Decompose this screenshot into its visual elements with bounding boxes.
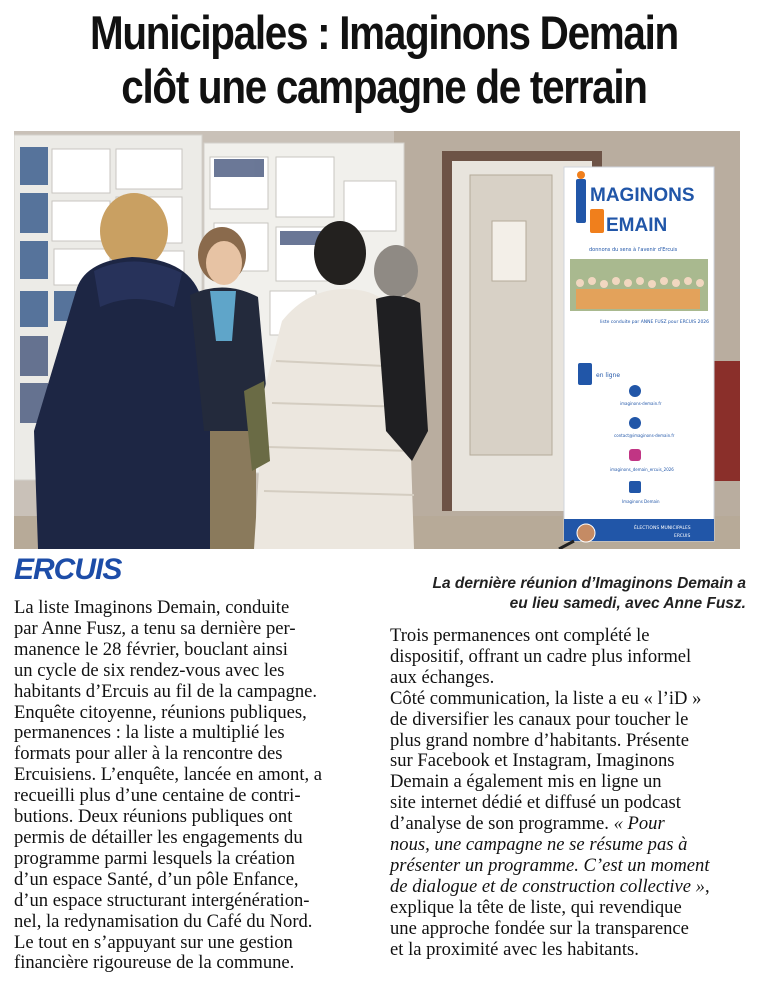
quote-line (390, 877, 752, 898)
left-line: Ercuisiens. L’enquête, lancée en amont, a (14, 764, 323, 786)
quote-text: de dialogue et de construction collective » (390, 875, 705, 897)
left-line: recueilli plus d’une centaine de contri- (14, 785, 301, 807)
right-line: site internet dédié et diffusé un podcast (390, 792, 681, 814)
right-line-text: d’analyse de son programme. (390, 813, 609, 835)
left-line: butions. Deux réunions publiques ont (14, 806, 293, 828)
banner-web-text: imaginons-demain.fr (620, 401, 662, 406)
quote-start: « Pour (613, 813, 665, 835)
left-line: financière rigoureuse de la commune. (14, 952, 295, 974)
photo-illustration (14, 131, 740, 549)
left-line: La liste Imaginons Demain, conduite (14, 597, 290, 618)
section-label: ERCUIS (14, 553, 122, 586)
headline (0, 6, 768, 114)
banner-fb-text: Imaginons Demain (622, 499, 660, 504)
right-line: de diversifier les canaux pour toucher le (390, 708, 689, 730)
banner-footer-line-1: ÉLECTIONS MUNICIPALES (634, 526, 691, 531)
banner-insta-text: imaginons_demain_ercuis_2026 (610, 467, 674, 472)
right-line: sur Facebook et Instagram, Imaginons (390, 750, 675, 772)
left-line: un cycle de six rendez-vous avec les (14, 659, 285, 681)
quote-line (390, 835, 752, 856)
facebook-icon (629, 481, 641, 493)
right-line: Demain a également mis en ligne un (390, 771, 662, 793)
banner-tagline: donnons du sens à l'avenir d'Ercuis (589, 247, 678, 253)
banner-liste-text: liste conduite par ANNE FUSZ pour ERCUIS 2026 (600, 320, 710, 325)
closing-line: et la proximité avec les habitants. (390, 938, 639, 960)
quote-line (390, 856, 752, 877)
right-line: plus grand nombre d’habitants. Présente (390, 729, 689, 751)
closing-line: une approche fondée sur la transparence (390, 917, 689, 939)
quote-text: présenter un programme. C’est un moment (390, 854, 710, 876)
headline-line-2: clôt une campagne de terrain (121, 60, 647, 113)
right-line: Côté communication, la liste a eu « l’iD » (390, 687, 702, 709)
body-column-right (390, 626, 752, 961)
left-line: permanences : la liste a multiplié les (14, 722, 285, 744)
caption-line-1: La dernière réunion d’Imaginons Demain a (432, 575, 746, 592)
left-line: habitants d’Ercuis au fil de la campagne. (14, 680, 318, 702)
left-line: d’un espace structurant intergénération- (14, 889, 310, 911)
article-photo (14, 131, 740, 549)
left-line: par Anne Fusz, a tenu sa dernière per- (14, 617, 296, 639)
left-line: Le tout en s’appuyant sur une gestion (14, 931, 293, 953)
left-line: programme parmi lesquels la création (14, 847, 295, 869)
instagram-icon (629, 449, 641, 461)
left-line: nel, la redynamisation du Café du Nord. (14, 910, 313, 932)
photo-caption (366, 574, 746, 614)
left-line: permis de détailler les engagements du (14, 826, 303, 848)
left-line: manence le 28 février, bouclant ainsi (14, 638, 288, 660)
right-line: Trois permanences ont complété le (390, 625, 650, 646)
banner-footer-line-2: ERCUIS (674, 534, 691, 539)
right-line: aux échanges. (390, 666, 495, 688)
left-line: d’un espace Santé, d’un pôle Enfance, (14, 868, 299, 890)
closing-line: explique la tête de liste, qui revendique (390, 896, 682, 918)
banner-brand-line-2: EMAIN (606, 215, 668, 236)
globe-icon (629, 385, 641, 397)
quote-comma: , (704, 875, 710, 897)
caption-line-2: eu lieu samedi, avec Anne Fusz. (509, 595, 746, 612)
right-line: dispositif, offrant un cadre plus informel (390, 645, 692, 667)
left-line: Enquête citoyenne, réunions publiques, (14, 701, 307, 723)
banner-mail-text: contact@imaginons-demain.fr (614, 433, 675, 438)
quote-text: nous, une campagne ne se résume pas à (390, 834, 688, 856)
left-line: formats pour aller à la rencontre des (14, 743, 283, 765)
banner-online-label: en ligne (596, 372, 621, 379)
headline-line-1: Municipales : Imaginons Demain (90, 6, 678, 59)
banner-brand-line-1: MAGINONS (590, 185, 695, 206)
campaign-banner (559, 167, 714, 549)
right-line (390, 814, 752, 835)
body-column-left (14, 598, 366, 974)
mail-icon (629, 417, 641, 429)
